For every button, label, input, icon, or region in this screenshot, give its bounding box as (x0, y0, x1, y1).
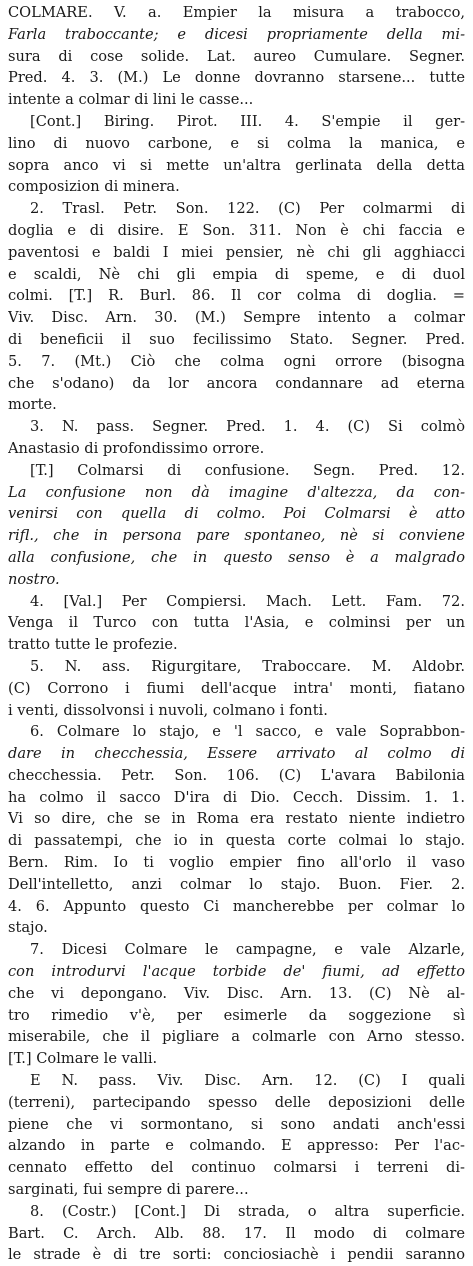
text-line: con introdurvi l'acque torbide de' fiumi, ad effetto (8, 963, 465, 981)
text-line: 6. Colmare lo stajo, e 'l sacco, e vale Soprabbon- (30, 723, 465, 741)
text-line: [Cont.] Biring. Pirot. III. 4. S'empie il ger- (30, 112, 465, 130)
text-line: 8. (Costr.) [Cont.] Di strada, o altra superficie. (30, 1202, 465, 1220)
text-line: (C) Corrono i fiumi dell'acque intra' monti, fiatano (8, 679, 465, 697)
text-line: 4. [Val.] Per Compiersi. Mach. Lett. Fam. 72. (30, 592, 465, 610)
text-line: miserabile, che il pigliare a colmarle con Arno stesso. (8, 1028, 465, 1046)
text-line: Dell'intelletto, anzi colmar lo stajo. Buon. Fier. 2. (8, 875, 465, 893)
text-line: [T.] Colmarsi di confusione. Segn. Pred. 12. (30, 461, 465, 479)
text-line: tro rimedio v'è, per esimerle da soggezione sì (8, 1006, 465, 1024)
text-line: piene che vi sormontano, si sono andati anch'essi (8, 1115, 465, 1133)
text-line: Bern. Rim. Io ti voglio empier fino all'orlo il vaso (8, 854, 465, 872)
text-line: nostro. (8, 570, 60, 588)
text-line: 4. 6. Appunto questo Ci mancherebbe per colmar lo (8, 897, 465, 915)
text-line: E N. pass. Viv. Disc. Arn. 12. (C) I quali (30, 1072, 465, 1090)
text-line: (terreni), partecipando spesso delle deposizioni delle (8, 1093, 465, 1111)
text-line: composizion di minera. (8, 178, 180, 196)
text-line: ha colmo il sacco D'ira di Dio. Cecch. Dissim. 1. 1. (8, 788, 465, 806)
text-line: alzando in parte e colmando. E appresso: Per l'ac- (8, 1137, 465, 1155)
text-line: e scaldi, Nè chi gli empia di speme, e di duol (8, 265, 465, 283)
text-line: alla confusione, che in questo senso è a malgrado (8, 548, 465, 566)
text-line: le strade è di tre sorti: conciosiachè i pendii saranno (8, 1246, 465, 1264)
text-line: tratto tutte le profezie. (8, 636, 178, 654)
text-line: [T.] Colmare le valli. (8, 1050, 158, 1068)
text-line: COLMARE. V. a. Empier la misura a trabocco, (8, 4, 465, 21)
text-line: doglia e di disire. E Son. 311. Non è chi faccia e (8, 221, 465, 239)
text-line: 3. N. pass. Segner. Pred. 1. 4. (C) Si colmò (30, 418, 465, 436)
text-line: Bart. C. Arch. Alb. 88. 17. Il modo di colmare (8, 1224, 465, 1242)
text-line: checchessia. Petr. Son. 106. (C) L'avara Babilonia (8, 766, 465, 784)
text-line: Pred. 4. 3. (M.) Le donne dovranno starsene... tutte (8, 69, 465, 87)
text-line: stajo. (8, 919, 48, 937)
text-line: Venga il Turco con tutta l'Asia, e colminsi per un (8, 614, 465, 632)
text-line: sura di cose solide. Lat. aureo Cumulare. Segner. (8, 47, 465, 65)
text-line: La confusione non dà imagine d'altezza, da con- (8, 483, 465, 501)
text-line: paventosi e baldi I miei pensier, nè chi gli agghiacci (8, 243, 465, 261)
text-line: Anastasio di profondissimo orrore. (8, 439, 265, 457)
text-line: venirsi con quella di colmo. Poi Colmarsi è atto (8, 505, 465, 523)
text-line: di beneficii il suo fecilissimo Stato. Segner. Pred. (8, 330, 465, 348)
text-line: intente a colmar di lini le casse... (8, 91, 254, 109)
text-line: di passatempi, che io in questa corte colmai lo stajo. (8, 832, 465, 850)
text-line: cennato effetto del continuo colmarsi i terreni di- (8, 1159, 465, 1177)
text-line: rifl., che in persona pare spontaneo, nè si conviene (8, 527, 465, 545)
text-line: Farla traboccante; e dicesi propriamente della mi- (8, 25, 465, 43)
text-line: che vi depongano. Viv. Disc. Arn. 13. (C) Nè al- (8, 984, 465, 1002)
text-line: i venti, dissolvonsi i nuvoli, colmano i fonti. (8, 701, 328, 719)
text-line: 5. N. ass. Rigurgitare, Traboccare. M. Aldobr. (30, 657, 465, 675)
text-line: Viv. Disc. Arn. 30. (M.) Sempre intento a colmar (8, 309, 465, 327)
text-line: 7. Dicesi Colmare le campagne, e vale Alzarle, (30, 941, 465, 959)
text-line: 5. 7. (Mt.) Ciò che colma ogni orrore (bisogna (8, 352, 465, 370)
text-line: sarginati, fui sempre di parere... (8, 1181, 249, 1199)
text-line: dare in checchessia, Essere arrivato al colmo di (8, 745, 465, 763)
text-line: Vi so dire, che se in Roma era restato niente indietro (8, 810, 465, 828)
text-line: 2. Trasl. Petr. Son. 122. (C) Per colmarmi di (30, 200, 465, 218)
text-line: che s'odano) da lor ancora condannare ad eterna (8, 374, 465, 392)
text-line: colmi. [T.] R. Burl. 86. Il cor colma di doglia. = (8, 287, 465, 305)
text-line: morte. (8, 396, 57, 414)
text-line: lino di nuovo carbone, e si colma la manica, e (8, 134, 465, 152)
text-line: sopra anco vi si mette un'altra gerlinata della detta (8, 156, 465, 174)
